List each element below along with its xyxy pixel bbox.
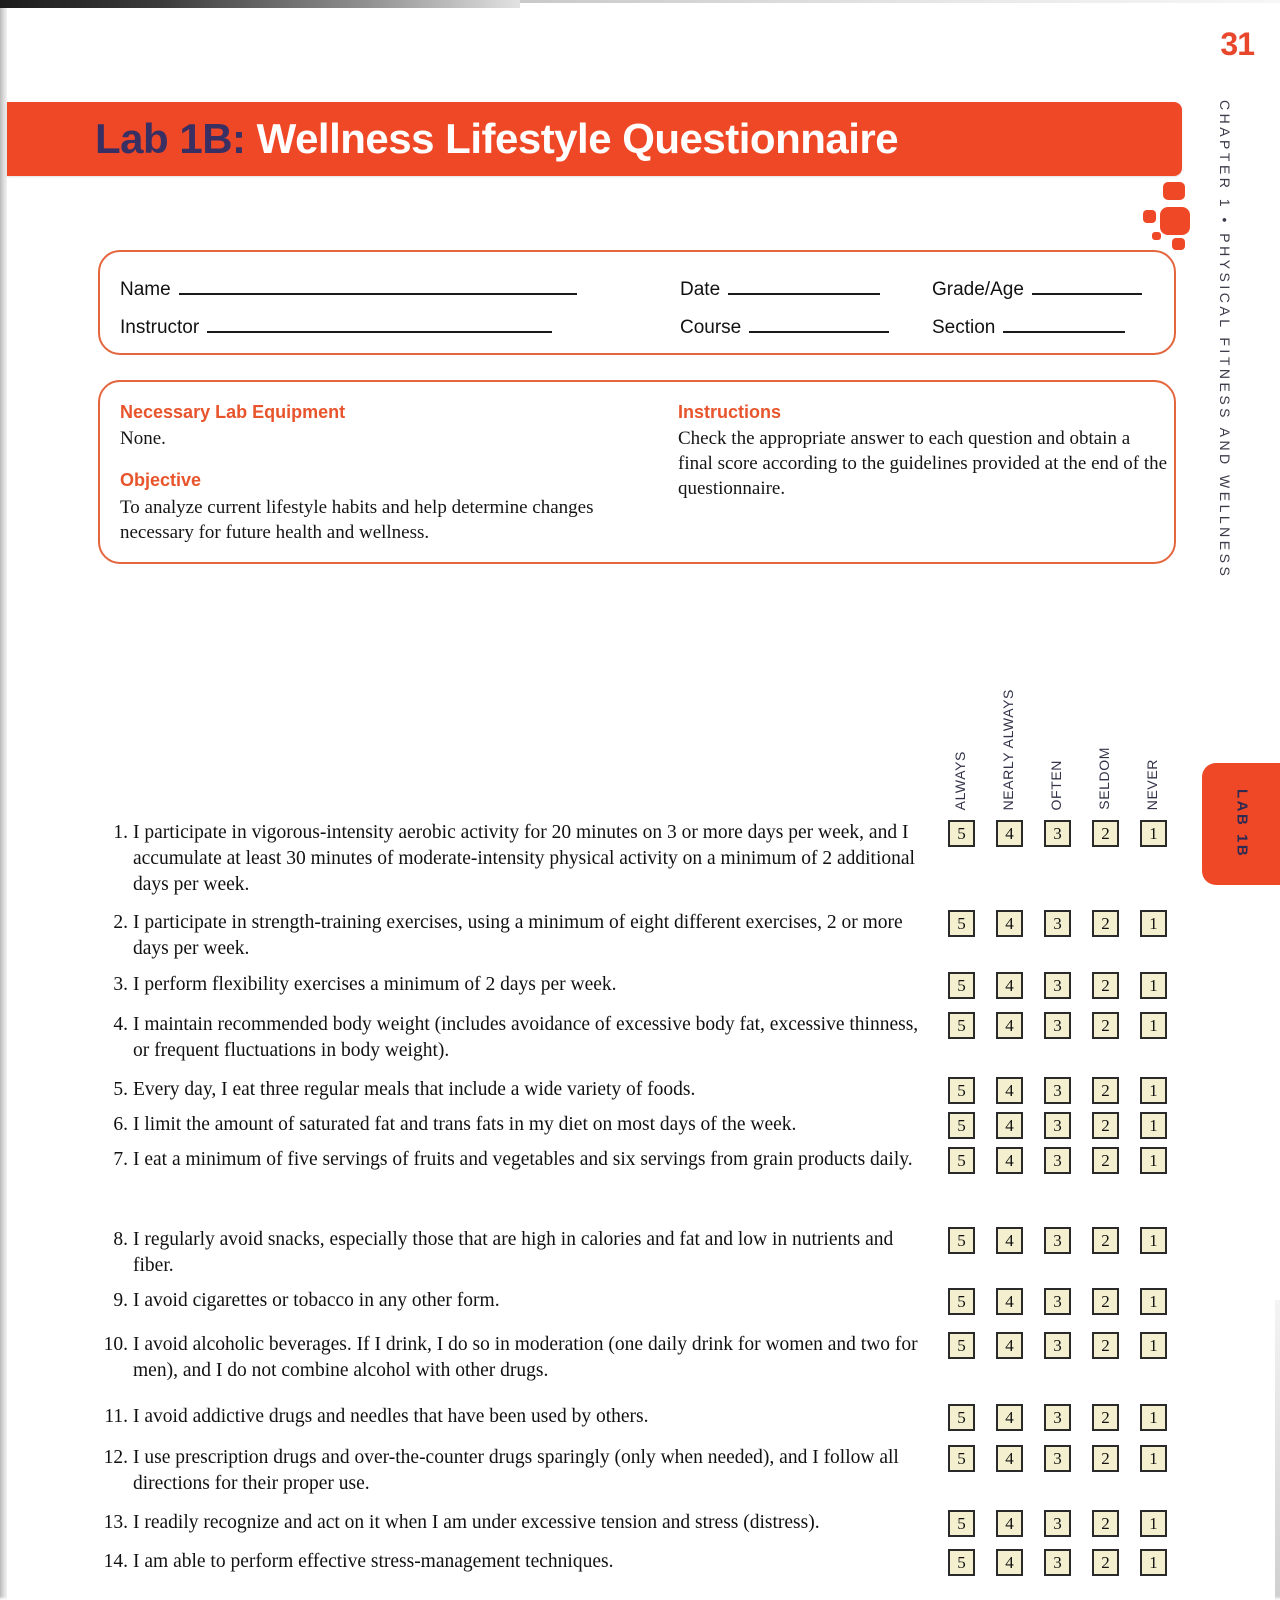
decorative-square-icon [1143,210,1156,223]
answer-option-box[interactable]: 1 [1140,1510,1167,1537]
section-label: Section [932,317,996,338]
grade-age-field[interactable] [932,278,1142,301]
answer-option-box[interactable]: 1 [1140,820,1167,847]
answer-option-box[interactable]: 1 [1140,910,1167,937]
answer-option-box[interactable]: 1 [1140,1404,1167,1431]
answer-option-box[interactable]: 2 [1092,1147,1119,1174]
decorative-square-icon [1152,232,1161,240]
answer-options [948,820,1188,848]
question-text: I limit the amount of saturated fat and trans fats in my diet on most days of the week. [133,1114,797,1135]
question-text: I use prescription drugs and over-the-counter drugs sparingly (only when needed), and I follow all directions for their proper use. [133,1447,899,1495]
answer-option-box[interactable]: 5 [948,1445,975,1472]
scan-edge-top-light [520,0,1280,3]
answer-option-box[interactable]: 2 [1092,1445,1119,1472]
answer-options [948,1445,1188,1473]
answer-option-box[interactable]: 4 [996,1112,1023,1139]
answer-option-box[interactable]: 3 [1044,1510,1071,1537]
answer-option-box[interactable]: 2 [1092,1510,1119,1537]
answer-option-box[interactable]: 4 [996,1077,1023,1104]
answer-scale-headers [940,650,1190,810]
question-number: 10. [103,1334,128,1355]
answer-option-box[interactable]: 4 [996,1549,1023,1576]
question-number: 6. [113,1114,128,1135]
date-input[interactable] [728,278,880,295]
answer-option-box[interactable]: 4 [996,910,1023,937]
answer-option-box[interactable]: 2 [1092,820,1119,847]
answer-option-box[interactable]: 3 [1044,1549,1071,1576]
question-number: 1. [113,822,128,843]
answer-options [948,1549,1188,1577]
answer-option-box[interactable]: 1 [1140,1227,1167,1254]
objective-heading: Objective [120,470,202,491]
answer-option-box[interactable]: 2 [1092,910,1119,937]
lab-tab-label: LAB 1B [1233,789,1251,859]
name-label: Name [120,279,171,300]
answer-option-box[interactable]: 4 [996,1288,1023,1315]
question-number: 12. [103,1447,128,1468]
decorative-square-icon [1160,207,1190,235]
instructor-label: Instructor [120,317,200,338]
answer-option-box[interactable]: 5 [948,1549,975,1576]
answer-option-box[interactable]: 3 [1044,1227,1071,1254]
answer-options [948,910,1188,938]
answer-option-box[interactable]: 1 [1140,1112,1167,1139]
answer-option-box[interactable]: 5 [948,1288,975,1315]
answer-scale-header: OFTEN [1048,759,1064,810]
answer-option-box[interactable]: 5 [948,1332,975,1359]
question-number: 3. [113,974,128,995]
answer-option-box[interactable]: 1 [1140,1445,1167,1472]
answer-option-box[interactable]: 2 [1092,1077,1119,1104]
question-text: I avoid cigarettes or tobacco in any other form. [133,1290,500,1311]
answer-option-box[interactable]: 1 [1140,1288,1167,1315]
answer-option-box[interactable]: 1 [1140,1012,1167,1039]
answer-option-box[interactable]: 2 [1092,1112,1119,1139]
decorative-square-icon [1172,238,1185,250]
answer-options [948,1510,1188,1538]
answer-option-box[interactable]: 3 [1044,1404,1071,1431]
answer-option-box[interactable]: 4 [996,972,1023,999]
answer-option-box[interactable]: 1 [1140,1147,1167,1174]
question-text: I maintain recommended body weight (includes avoidance of excessive body fat, excessive thinness, or frequent fluctuations in body weight). [133,1014,919,1062]
answer-option-box[interactable]: 3 [1044,820,1071,847]
answer-option-box[interactable]: 4 [996,1012,1023,1039]
course-label: Course [680,317,742,338]
answer-option-box[interactable]: 5 [948,1147,975,1174]
answer-option-box[interactable]: 2 [1092,1288,1119,1315]
question-number: 4. [113,1014,128,1035]
answer-option-box[interactable]: 2 [1092,1227,1119,1254]
grade-age-input[interactable] [1032,278,1142,295]
answer-option-box[interactable]: 1 [1140,1332,1167,1359]
answer-options [948,1404,1188,1432]
lab-tab[interactable] [1202,763,1280,885]
question-text: I participate in strength-training exercises, using a minimum of eight different exercises, 2 or more days per week. [133,912,903,960]
instructor-input[interactable] [207,316,552,333]
answer-option-box[interactable]: 5 [948,1012,975,1039]
answer-scale-header: NEARLY ALWAYS [1000,688,1016,810]
answer-options [948,1288,1188,1316]
answer-option-box[interactable]: 4 [996,1510,1023,1537]
identity-box [98,250,1176,355]
question-text: I perform flexibility exercises a minimum of 2 days per week. [133,974,617,995]
answer-option-box[interactable]: 4 [996,1404,1023,1431]
chapter-rail-label: CHAPTER 1 • PHYSICAL FITNESS AND WELLNESS [1217,100,1233,580]
question-text: I avoid alcoholic beverages. If I drink, I do so in moderation (one daily drink for women and two for men), and I do not combine alcohol with other drugs. [133,1334,918,1382]
question-number: 11. [104,1406,128,1427]
chapter-rail [1210,100,1240,660]
answer-option-box[interactable]: 1 [1140,972,1167,999]
question-text: I readily recognize and act on it when I am under excessive tension and stress (distress). [133,1512,820,1533]
question-number: 13. [103,1512,128,1533]
answer-option-box[interactable]: 3 [1044,972,1071,999]
page-bottom-cut [0,1596,1280,1600]
name-field[interactable] [120,278,577,301]
grade-age-label: Grade/Age [932,279,1024,300]
info-column-left [120,400,650,545]
answer-option-box[interactable]: 3 [1044,1445,1071,1472]
question-number: 9. [113,1290,128,1311]
answer-option-box[interactable]: 1 [1140,1077,1167,1104]
answer-option-box[interactable]: 4 [996,1445,1023,1472]
answer-option-box[interactable]: 2 [1092,972,1119,999]
objective-body: To analyze current lifestyle habits and help determine changes necessary for future health and wellness. [120,496,594,543]
page-title [95,115,899,162]
answer-options [948,1077,1188,1105]
answer-option-box[interactable]: 1 [1140,1549,1167,1576]
date-label: Date [680,279,721,300]
answer-options [948,1112,1188,1140]
answer-option-box[interactable]: 3 [1044,910,1071,937]
question-text: I avoid addictive drugs and needles that have been used by others. [133,1406,649,1427]
question-number: 14. [103,1551,128,1572]
answer-option-box[interactable]: 3 [1044,1332,1071,1359]
answer-option-box[interactable]: 2 [1092,1332,1119,1359]
date-field[interactable] [680,278,880,301]
section-field[interactable] [932,316,1125,339]
question-text: I eat a minimum of five servings of fruits and vegetables and six servings from grain products daily. [133,1149,913,1170]
answer-option-box[interactable]: 2 [1092,1404,1119,1431]
answer-option-box[interactable]: 5 [948,972,975,999]
answer-option-box[interactable]: 2 [1092,1549,1119,1576]
question-text: I am able to perform effective stress-management techniques. [133,1551,614,1572]
answer-option-box[interactable]: 4 [996,820,1023,847]
answer-option-box[interactable]: 5 [948,1404,975,1431]
answer-option-box[interactable]: 5 [948,1112,975,1139]
answer-option-box[interactable]: 2 [1092,1012,1119,1039]
decorative-square-icon [1163,182,1185,200]
equipment-heading: Necessary Lab Equipment [120,402,346,422]
instructor-field[interactable] [120,316,552,339]
answer-option-box[interactable]: 3 [1044,1112,1071,1139]
question-number: 5. [113,1079,128,1100]
answer-option-box[interactable]: 5 [948,910,975,937]
course-field[interactable] [680,316,889,339]
answer-options [948,1227,1188,1255]
section-input[interactable] [1003,316,1125,333]
scan-edge-left [0,0,7,1600]
question-text: Every day, I eat three regular meals that include a wide variety of foods. [133,1079,696,1100]
answer-option-box[interactable]: 5 [948,1077,975,1104]
page-number: 31 [1220,26,1254,62]
answer-option-box[interactable]: 4 [996,1227,1023,1254]
answer-options [948,1147,1188,1175]
question-number: 8. [113,1229,128,1250]
question-number: 7. [113,1149,128,1170]
answer-option-box[interactable]: 3 [1044,1288,1071,1315]
answer-option-box[interactable]: 3 [1044,1012,1071,1039]
lab-identifier: Lab 1B: [95,115,246,162]
answer-option-box[interactable]: 5 [948,820,975,847]
question-number: 2. [113,912,128,933]
answer-option-box[interactable]: 4 [996,1147,1023,1174]
name-input[interactable] [179,278,577,295]
info-column-right [678,400,1168,502]
answer-options [948,972,1188,1000]
question-text: I participate in vigorous-intensity aerobic activity for 20 minutes on 3 or more days per week, and I accumulate at least 30 minutes of moderate-intensity physical activity on a minimum of 2 additional days per week. [133,822,915,896]
instructions-body: Check the appropriate answer to each question and obtain a final score according to the guidelines provided at the end of the questionnaire. [678,428,1168,500]
lab-title-text: Wellness Lifestyle Questionnaire [245,115,899,162]
scan-edge-right [1275,1300,1280,1600]
answer-option-box[interactable]: 5 [948,1510,975,1537]
answer-scale-header: NEVER [1144,758,1160,810]
answer-options [948,1012,1188,1040]
answer-option-box[interactable]: 5 [948,1227,975,1254]
answer-scale-header: SELDOM [1096,747,1112,810]
equipment-body: None. [120,428,166,450]
course-input[interactable] [749,316,889,333]
answer-option-box[interactable]: 3 [1044,1077,1071,1104]
answer-options [948,1332,1188,1360]
answer-option-box[interactable]: 3 [1044,1147,1071,1174]
instructions-heading: Instructions [678,402,782,422]
answer-option-box[interactable]: 4 [996,1332,1023,1359]
scan-edge-top [0,0,520,8]
answer-scale-header: ALWAYS [952,750,968,810]
question-text: I regularly avoid snacks, especially those that are high in calories and fat and low in nutrients and fiber. [133,1229,894,1277]
